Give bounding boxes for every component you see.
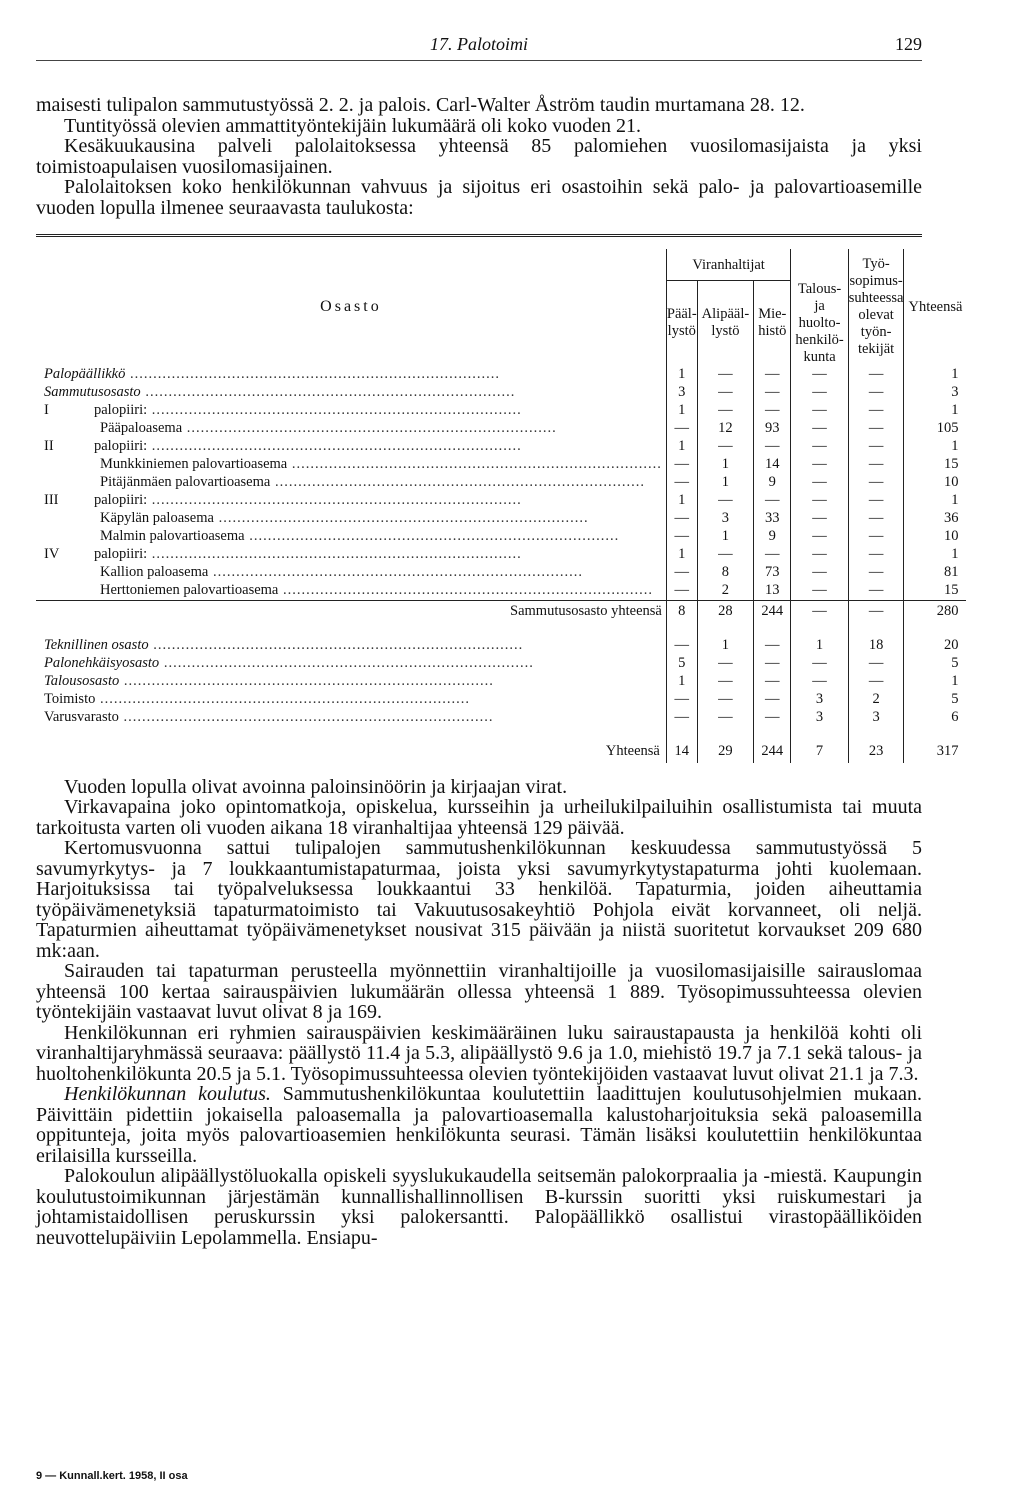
table-cell: 1 [904,673,966,691]
leader-dots: ................................................................................ [118,709,494,725]
leader-dots: ................................................................................ [270,474,645,490]
district-number: IV [44,546,60,562]
table-cell: 3 [791,709,848,727]
table-cell: — [791,655,848,673]
table-cell: 81 [904,564,966,582]
row-label-text: palopiiri: [94,438,148,454]
table-row [36,655,966,673]
row-label-text: Kallion paloasema [100,564,209,580]
table-cell: — [666,528,697,546]
table-row [36,492,966,510]
row-label [36,420,666,438]
table-cell: — [848,420,904,438]
paragraph: Tuntityössä olevien ammattityöntekijäin lukumäärä oli koko vuoden 21. [64,114,641,137]
table-cell: — [666,637,697,655]
section-text: Sammutushenkilökuntaa koulutettiin laadittujen koulutusohjelmien mukaan. Päivittäin pidettiin jokaisella paloasemalla ja palovartioasemalla kalustoharjoituksia sekä paloasemilla oppitunteja, joita myös palovartioasemien henkilökunta seurasi. Tämän lisäksi koulutettiin henkilökuntaa erilaisilla kursseilla. [36,1083,923,1167]
row-label-text: Herttoniemen palovartioasema [100,582,279,598]
table-cell: 1 [666,673,697,691]
table-cell: 2 [848,691,904,709]
row-label-text: Palopäällikkö [44,366,126,382]
leader-dots: ................................................................................ [159,655,534,671]
row-label [36,564,666,582]
subtotal-row [36,600,966,623]
table-cell: 1 [697,474,754,492]
table-cell: — [754,384,791,402]
table-cell: 5 [904,655,966,673]
spacer-row [36,727,966,741]
row-label [36,655,666,673]
district-number: III [44,492,59,508]
leader-dots: ................................................................................ [278,582,653,598]
row-label [36,402,666,420]
paragraph: Palolaitoksen koko henkilökunnan vahvuus ja sijoitus eri osastoihin sekä palo- ja palovartioasemille vuoden lopulla ilmenee seuraavasta taulukosta: [36,176,922,219]
row-label [36,637,666,655]
table-cell: 10 [904,474,966,492]
leader-dots: ................................................................................ [147,438,522,454]
district-number: II [44,438,54,454]
leader-dots: ................................................................................ [95,691,470,707]
col-header-tyosopimus: Työ- sopimus- suhteessa olevat työn- tekijät [848,249,904,366]
table-cell: — [791,384,848,402]
leader-dots: ................................................................................ [140,384,516,400]
leader-dots: ................................................................................ [125,366,500,382]
table-cell: — [697,366,754,384]
table-cell: — [754,691,791,709]
table-cell: 9 [754,474,791,492]
table-cell: 3 [848,709,904,727]
row-label-text: palopiiri: [94,546,148,562]
table-cell: — [791,673,848,691]
table-cell: — [848,582,904,601]
staff-table-frame [36,234,963,763]
table-cell: 6 [904,709,966,727]
table-row [36,420,966,438]
row-label-text: Käpylän paloasema [100,510,214,526]
row-label-text: Teknillinen osasto [44,637,149,653]
table-cell: — [791,546,848,564]
table-row [36,637,966,655]
table-cell: 5 [666,655,697,673]
table-cell: — [697,492,754,510]
table-cell: — [791,492,848,510]
page-footer: 9 — Kunnall.kert. 1958, II osa [36,1470,188,1482]
total-label: Yhteensä [605,743,660,759]
col-header-osasto: Osasto [320,298,382,316]
row-label-text: Sammutusosasto [44,384,141,400]
table-cell: — [791,420,848,438]
table-cell: — [697,709,754,727]
table-row [36,384,966,402]
table-cell: 5 [904,691,966,709]
table-cell: — [848,456,904,474]
table-cell: — [848,600,904,623]
header-rule [36,60,922,61]
row-label-text: Pitäjänmäen palovartioasema [100,474,271,490]
paragraph: maisesti tulipalon sammutustyössä 2. 2. ja palois. Carl-Walter Åström taudin murtamana 28. 12. [36,94,805,116]
table-cell: — [754,366,791,384]
table-cell: — [754,402,791,420]
row-label-text: Pääpaloasema [100,420,183,436]
leader-dots: ................................................................................ [182,420,557,436]
table-cell: — [666,510,697,528]
table-cell: 1 [904,438,966,456]
col-header-miehisto: Mie- histö [754,281,791,366]
table-cell: — [754,546,791,564]
table-cell: 1 [904,366,966,384]
row-label-text: palopiiri: [94,402,148,418]
total-row [36,741,966,763]
table-cell: — [848,510,904,528]
table-row [36,510,966,528]
table-cell: 317 [904,741,966,763]
table-cell: 14 [666,741,697,763]
row-label [36,546,666,564]
table-cell: 18 [848,637,904,655]
table-cell: 3 [697,510,754,528]
table-cell: — [848,384,904,402]
table-cell: — [848,492,904,510]
row-label-text: Toimisto [44,691,96,707]
row-label [36,474,666,492]
table-cell: — [754,492,791,510]
table-cell: 15 [904,582,966,601]
row-label [36,709,666,727]
table-cell: 244 [754,741,791,763]
leader-dots: ................................................................................ [119,673,494,689]
table-cell: — [848,546,904,564]
table-cell: 1 [666,402,697,420]
row-label [36,582,666,601]
leader-dots: ................................................................................ [148,637,524,653]
table-cell: 13 [754,582,791,601]
paragraph: Vuoden lopulla olivat avoinna paloinsinöörin ja kirjaajan virat. [64,775,568,798]
table-row [36,546,966,564]
paragraph: Kertomusvuonna sattui tulipalojen sammutushenkilökunnan keskuudessa sammutustyössä 5 savumyrkytys- ja 7 loukkaantumistapaturmaa, joista yksi savumyrkytystapaturma johti kuolemaan. Harjoituksissa tai työpalveluksessa loukkaantui 33 henkilöä. Tapaturmia, joiden aiheuttamia työpäivämenetyksiä tapaturmatoimisto tai Vakuutusosakeyhtiö Pohjola eivät korvanneet, oli neljä. Tapaturmien aiheuttamat työpäivämenetykset nousivat 315 päivään ja niistä suoritetut korvaukset 209 680 mk:aan. [36,837,922,962]
table-cell: 3 [791,691,848,709]
table-cell: — [791,510,848,528]
table-body-other [36,637,966,727]
leader-dots: ................................................................................ [208,564,583,580]
table-cell: 14 [754,456,791,474]
row-label [36,438,666,456]
table-row [36,528,966,546]
table-cell: 12 [697,420,754,438]
table-row [36,366,966,384]
paragraph: Sairauden tai tapaturman perusteella myönnettiin viranhaltijoille ja vuosilomasijaisille sairauslomaa yhteensä 100 kertaa sairauspäivien lukumäärän ollessa yhteensä 1 889. Työsopimussuhteessa olevien työntekijäin vastaavat luvut olivat 8 ja 169. [36,960,922,1023]
table-header-row [36,249,966,281]
leader-dots: ................................................................................ [213,510,589,526]
table-cell: — [697,438,754,456]
row-label [36,384,666,402]
table-cell: — [754,438,791,456]
table-cell: — [791,564,848,582]
table-cell: — [848,655,904,673]
row-label-text: Varusvarasto [44,709,119,725]
table-cell: 3 [904,384,966,402]
table-cell: — [848,366,904,384]
table-cell: 1 [697,456,754,474]
table-cell: 73 [754,564,791,582]
row-label-text: Malmin palovartioasema [100,528,245,544]
row-label-text: palopiiri: [94,492,148,508]
district-number: I [44,402,49,418]
col-header-talous: Talous- ja huolto- henkilö- kunta [791,281,848,366]
table-cell: — [791,366,848,384]
table-cell: — [791,438,848,456]
table-body-sammutus [36,366,966,601]
table-cell: — [666,456,697,474]
table-cell: — [848,402,904,420]
table-cell: 15 [904,456,966,474]
table-cell: — [697,673,754,691]
table-cell: 1 [904,546,966,564]
table-cell: — [666,582,697,601]
table-row [36,582,966,601]
table-cell: — [848,474,904,492]
table-cell: 1 [666,492,697,510]
table-cell: — [666,709,697,727]
table-cell: 36 [904,510,966,528]
row-label [36,673,666,691]
paragraph-koulutus [36,1084,922,1166]
table-cell: — [754,655,791,673]
table-cell: 9 [754,528,791,546]
table-cell: — [666,474,697,492]
table-cell: 280 [904,600,966,623]
paragraph: Virkavapaina joko opintomatkoja, opiskelua, kursseihin ja urheilukilpailuihin osallistumista tai muuta tarkoitusta varten oli vuoden aikana 18 viranhaltijaa yhteensä 129 päivää. [36,796,922,839]
table-cell: 20 [904,637,966,655]
table-cell: — [666,691,697,709]
row-label [36,456,666,474]
page-header [36,30,922,56]
table-cell: — [697,546,754,564]
table-cell: — [666,420,697,438]
table-cell: 23 [848,741,904,763]
table-cell: 1 [904,492,966,510]
row-label [36,691,666,709]
table-cell: — [791,582,848,601]
table-cell: 3 [666,384,697,402]
table-cell: 1 [697,528,754,546]
table-cell: — [848,528,904,546]
table-cell: 1 [697,637,754,655]
row-label [36,510,666,528]
table-cell: 29 [697,741,754,763]
intro-text [36,95,922,218]
header-spacer [791,249,848,281]
table-cell: — [754,637,791,655]
paragraph: Henkilökunnan eri ryhmien sairauspäivien keskimääräinen luku sairaustapausta ja henkilöä kohti oli viranhaltijaryhmässä seuraava: päällystö 11.4 ja 5.3, alipäällystö 9.6 ja 1.0, miehistö 19.7 ja 7.1 sekä talous- ja huoltohenkilökunta 20.5 ja 5.1. Työsopimussuhteessa olevien työntekijöiden vastaavat luvut olivat 21.1 ja 7.3. [36,1021,922,1085]
staff-table [36,249,966,763]
table-cell: — [848,673,904,691]
table-cell: — [754,709,791,727]
table-cell: — [791,528,848,546]
leader-dots: ................................................................................ [147,402,522,418]
table-cell: — [791,600,848,623]
section-heading: Henkilökunnan koulutus. [64,1083,271,1105]
table-row [36,564,966,582]
chapter-title: 17. Palotoimi [430,34,528,54]
body-text [36,777,922,1249]
table-cell: — [791,474,848,492]
table-cell: 7 [791,741,848,763]
table-cell: 10 [904,528,966,546]
table-cell: 93 [754,420,791,438]
table-cell: — [848,564,904,582]
row-label [36,366,666,384]
leader-dots: ................................................................................ [244,528,620,544]
row-label-text: Palonehkäisyosasto [44,655,160,671]
table-cell: — [754,673,791,691]
row-label [36,492,666,510]
table-row [36,691,966,709]
leader-dots: ................................................................................ [147,492,522,508]
table-cell: — [697,402,754,420]
page [36,30,963,1249]
paragraph: Palokoulun alipäällystöluokalla opiskeli syyslukukaudella seitsemän palokorpraalia ja -miestä. Kaupungin koulutustoimikunnan järjestämän kunnallishallinnollisen B-kurssin suoritti yksi ruiskumestari ja johtamistaidollisen peruskurssin yksi palokersantti. Palopäällikkö osallistui virastopäälliköiden neuvottelupäiviin Lepolammella. Ensiapu- [36,1165,922,1249]
paragraph: Kesäkuukausina palveli palolaitoksessa yhteensä 85 palomiehen vuosilomasijaista ja yksi toimistoapulaisen vuosilomasijainen. [36,135,922,178]
table-row [36,402,966,420]
col-header-alipaallysto: Alipääl- lystö [697,281,754,366]
table-row [36,709,966,727]
table-row [36,438,966,456]
table-cell: 8 [666,600,697,623]
subtotal-label: Sammutusosasto yhteensä [36,600,666,623]
table-cell: 8 [697,564,754,582]
col-group-viranhaltijat: Viranhaltijat [666,249,791,281]
table-cell: 28 [697,600,754,623]
table-cell: 1 [666,438,697,456]
col-header-paallysto: Pääl- lystö [666,281,697,366]
table-cell: 244 [754,600,791,623]
table-cell: — [848,438,904,456]
table-row [36,673,966,691]
table-cell: 1 [666,546,697,564]
table-row [36,456,966,474]
table-cell: 33 [754,510,791,528]
table-cell: — [791,456,848,474]
leader-dots: ................................................................................ [287,456,662,472]
table-cell: 1 [666,366,697,384]
page-number: 129 [895,34,922,54]
row-label-text: Talousosasto [44,673,120,689]
spacer-row [36,623,966,637]
table-cell: 105 [904,420,966,438]
table-cell: — [697,655,754,673]
table-row [36,474,966,492]
table-cell: — [791,402,848,420]
table-cell: — [697,691,754,709]
col-header-yhteensa: Yhteensä [904,249,966,366]
table-cell: — [666,564,697,582]
table-cell: — [697,384,754,402]
table-cell: 2 [697,582,754,601]
table-cell: 1 [904,402,966,420]
row-label [36,528,666,546]
row-label-text: Munkkiniemen palovartioasema [100,456,288,472]
table-cell: 1 [791,637,848,655]
leader-dots: ................................................................................ [147,546,522,562]
